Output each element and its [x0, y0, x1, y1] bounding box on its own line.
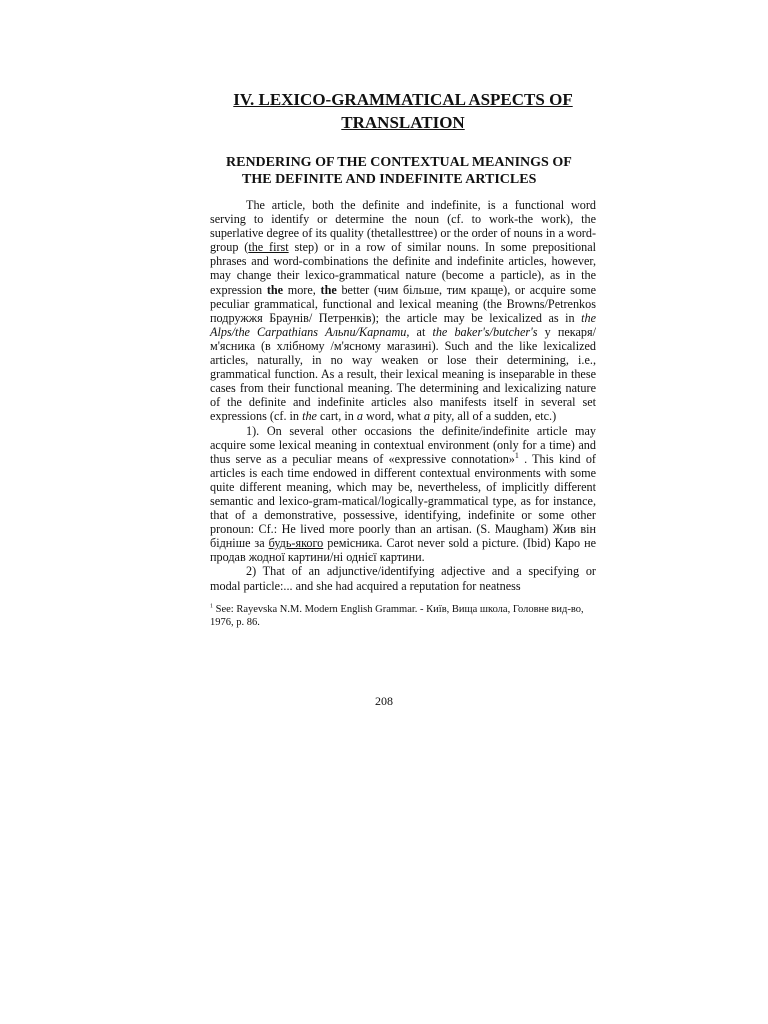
footnote: $^1$ See: Rayevska N.M. Modern English Grammar. - Київ, Вища школа, Головне вид-во, 1976, p. 86.	[210, 603, 584, 628]
section-title: RENDERING OF THE CONTEXTUAL MEANINGS OF THE DEFINITE AND INDEFINITE ARTICLES	[226, 155, 572, 187]
page-body	[210, 88, 596, 629]
paragraph-point-2: 2) That of an adjunctive/identifying adjective and a specifying or modal particle:... and she had acquired a reputation for neatness	[210, 564, 596, 593]
page-number: 208	[375, 694, 393, 708]
chapter-title: IV. LEXICO-GRAMMATICAL ASPECTS OF TRANSLATION	[233, 90, 573, 132]
footnote-ref: 1	[514, 450, 519, 460]
paragraph-point-1: 1). On several other occasions the definite/indefinite article may acquire some lexical meaning in contextual environment (only for a time) and thus serve as a peculiar means of «expressive connotation»$^1$ . This kind of articles is each time endowed in different contextual environments with some quite different meaning, which may be, nevertheless, of implicitly different semantic and lexico-gram-matical/logically-grammatical type, as for instance, that of a demonstrative, possessive, identifying, indefinite or some other pronoun: Cf.: He lived more poorly than an artisan. (S. Maugham) Жив він бідніше за будь-якого ремісника. Carot never sold a picture. (Ibid) Каро не продав жодної картини/ні однієї картини.	[210, 423, 597, 565]
paragraph-intro: The article, both the definite and indefinite, is a functional word serving to identify or determine the noun (cf. to work-the work), the superlative degree of its quality (thetallesttree) or the order of nouns in a word-group (the first step) or in a row of similar nouns. In some prepositional phrases and word-combinations the definite and indefinite articles, however, may change their lexico-grammatical nature (become a particle), as in the expression the more, the better (чим більше, тим краще), or acquire some peculiar grammatical, functional and lexical meaning (the Browns/Petrenkos подружжя Браунів/ Петренків); the article may be lexicalized as in the Alps/the Carpathians Альпи/Карпати, at the baker's/butcher's у пекаря/ м'ясника (в хлібному /м'ясному магазині). Such and the like lexicalized articles, naturally, in no way weaken or lose their determining, i.e., grammatical function. As a result, their lexical meaning is inseparable in these cases from their functional meaning. The determining and lexicalizing nature of the definite and indefinite articles also manifests itself in several set expressions (cf. in the cart, in a word, what a pity, all of a sudden, etc.)	[210, 198, 597, 424]
